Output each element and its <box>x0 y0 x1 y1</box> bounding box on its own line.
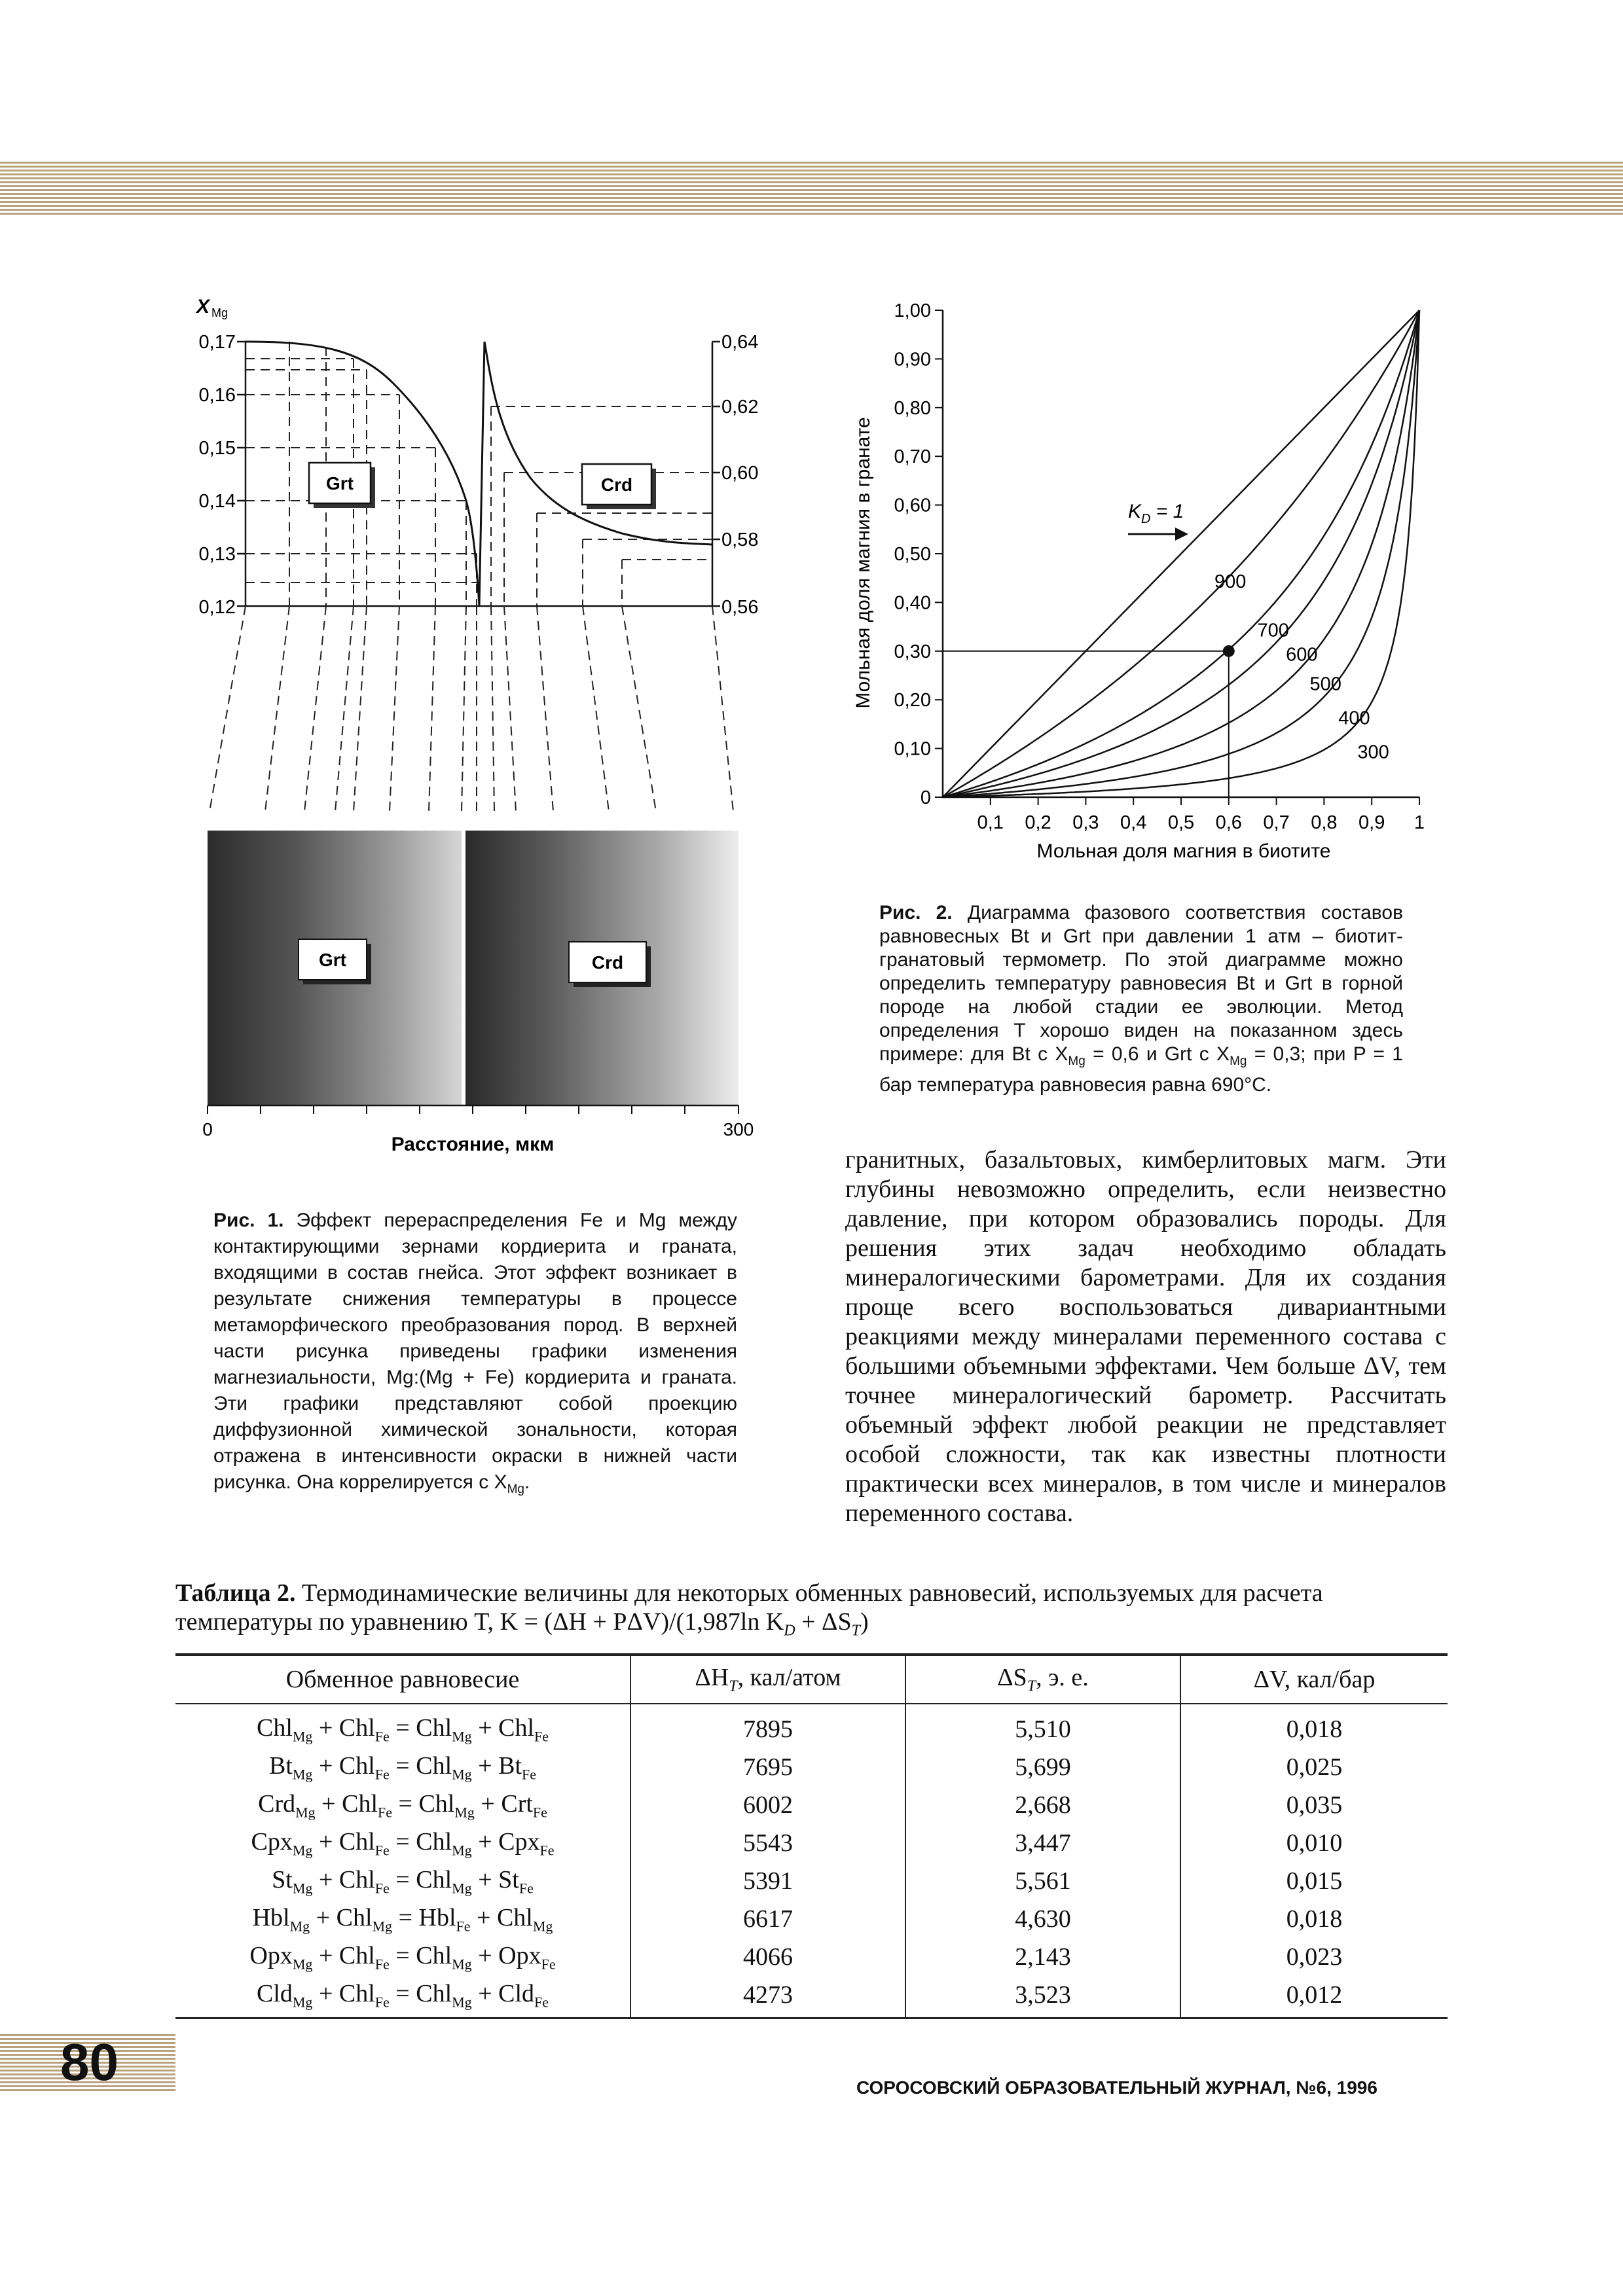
fig1-left-ticks <box>199 332 236 618</box>
y-tick-label: 0,80 <box>894 397 931 419</box>
fig1-caption-end: . <box>524 1471 530 1493</box>
chart2-x-label: Мольная доля магния в биотите <box>1036 840 1331 862</box>
cell-equilibrium: Chl$_{Mg}$ + Chl$_{Fe}$ = Chl$_{Mg}$ + Chl$_{Fe}$ <box>256 1713 549 1745</box>
page-number: 80 <box>60 2033 119 2091</box>
fig1-y-label: X <box>196 296 210 317</box>
cell-ds: 4,630 <box>905 1900 1180 1938</box>
fig1-caption-label: Рис. 1. <box>213 1210 284 1231</box>
tick-label: 0,13 <box>198 544 236 565</box>
header-dh: $\Delta H_T$, кал/атом <box>630 1655 905 1704</box>
table-title-text: Термодинамические величины для некоторых обменных равновесий, используемых для расчета температуры по уравнению T, K = (ΔH + PΔV)/(1,987ln K <box>175 1579 1323 1636</box>
x-tick-label: 0,3 <box>1072 812 1099 833</box>
cell-dv: 0,010 <box>1180 1824 1448 1862</box>
cell-ds: 5,510 <box>905 1704 1180 1748</box>
x-tick-label: 0,8 <box>1311 812 1338 833</box>
chart2-kd-label <box>1128 501 1188 541</box>
header-dv: ΔV, кал/бар <box>1180 1655 1448 1704</box>
table-row <box>175 1786 1448 1824</box>
fig2-caption-sub-2: Mg <box>1230 1054 1247 1068</box>
fig1-x-start: 0 <box>202 1119 213 1139</box>
fig2-caption-text-3: = 0,3; при P = 1 бар температура равновесия равна 690°С. <box>879 1043 1403 1096</box>
fig1-y-label-sub: Mg <box>211 306 228 319</box>
table-header-row <box>175 1655 1448 1704</box>
header-stripe <box>0 162 1623 217</box>
table-title-end: ) <box>860 1608 869 1636</box>
tick-label: 0,62 <box>721 397 759 418</box>
y-tick-label: 0 <box>920 787 931 808</box>
fig2-caption <box>879 901 1403 1097</box>
fig1-x-label: Расстояние, мкм <box>391 1134 555 1155</box>
y-tick-label: 0,50 <box>894 544 931 565</box>
fig1-crd-label-band <box>569 942 651 987</box>
tick-label: 0,56 <box>721 597 759 618</box>
tick-label: 0,14 <box>198 491 236 512</box>
fig1-crd-label-top <box>582 464 656 509</box>
fig2-caption-text-2: = 0,6 и Grt с X <box>1085 1043 1230 1065</box>
cell-dh: 5391 <box>630 1862 905 1900</box>
fig2-caption-text-1: Диаграмма фазового соответствия составов равновесных Bt и Grt при давлении 1 атм – биотит-гранатовый термометр. По этой диаграмме можно определить температуру равновесия Bt и Grt в горной породе на любой стадии ее эволюции. Метод определения T хорошо виден на показанном здесь примере: для Bt с X <box>879 902 1404 1065</box>
cell-equilibrium: $Bt_{Mg} + Chl_{Fe} = Chl_{Mg} + Bt_{Fe}$ <box>268 1751 537 1783</box>
table-title-sub-d: D <box>784 1622 795 1640</box>
tick-label: 0,17 <box>198 332 236 353</box>
cell-dh: 7895 <box>630 1704 905 1748</box>
thermo-table <box>175 1653 1448 2019</box>
cell-dv: 0,023 <box>1180 1938 1448 1976</box>
header-ds: $\Delta S_T$, э. е. <box>905 1655 1180 1704</box>
y-tick-label: 0,20 <box>894 690 931 711</box>
fig1-caption <box>213 1208 737 1503</box>
fig2-caption-label: Рис. 2. <box>879 902 953 924</box>
chart2-curve-label: 300 <box>1357 742 1389 763</box>
tick-label: 0,60 <box>721 463 759 484</box>
cell-ds: 2,143 <box>905 1938 1180 1976</box>
cell-ds: 5,699 <box>905 1748 1180 1786</box>
cell-dh: 6002 <box>630 1786 905 1824</box>
fig2-caption-sub-1: Mg <box>1068 1054 1085 1068</box>
chart2-curve-label: 900 <box>1214 571 1247 593</box>
cell-dv: 0,025 <box>1180 1748 1448 1786</box>
y-tick-label: 0,30 <box>894 641 931 662</box>
x-tick-label: 0,1 <box>977 812 1004 833</box>
tick-label: 0,16 <box>198 385 236 406</box>
table-title-mid: + ΔS <box>795 1608 852 1636</box>
cell-dv: 0,015 <box>1180 1862 1448 1900</box>
svg-text:Grt: Grt <box>319 950 346 970</box>
tick-label: 0,58 <box>721 529 759 550</box>
table-row <box>175 1704 1448 1748</box>
table-title <box>175 1579 1448 1645</box>
table-row <box>175 1862 1448 1900</box>
y-tick-label: 1,00 <box>894 300 931 321</box>
chart2-curve-label: 400 <box>1338 708 1370 729</box>
x-tick-label: 1 <box>1413 812 1425 833</box>
cell-ds: 2,668 <box>905 1786 1180 1824</box>
table-row <box>175 1824 1448 1862</box>
y-tick-label: 0,70 <box>894 446 931 468</box>
cell-dh: 7695 <box>630 1748 905 1786</box>
cell-equilibrium: Cld$_{Mg}$ + Chl$_{Fe}$ = Chl$_{Mg}$ + Cld$_{Fe}$ <box>175 1976 630 2018</box>
table-row <box>175 1976 1448 2018</box>
fig1-grt-label-top <box>309 463 375 508</box>
cell-ds: 3,447 <box>905 1824 1180 1862</box>
table-row <box>175 1748 1448 1786</box>
svg-text:Crd: Crd <box>591 952 624 973</box>
chart2-y-label: Мольная доля магния в гранате <box>852 417 874 709</box>
cell-dv: 0,018 <box>1180 1900 1448 1938</box>
figure-2-chart <box>845 288 1467 877</box>
cell-ds: 3,523 <box>905 1976 1180 2018</box>
chart2-curve-label: 700 <box>1257 620 1289 641</box>
table-row <box>175 1900 1448 1938</box>
svg-text:Grt: Grt <box>326 473 354 493</box>
x-tick-label: 0,9 <box>1359 812 1385 833</box>
chart2-curve-label: 500 <box>1309 673 1341 695</box>
cell-ds: 5,561 <box>905 1862 1180 1900</box>
table-row <box>175 1938 1448 1976</box>
cell-dv: 0,035 <box>1180 1786 1448 1824</box>
journal-footer: СОРОСОВСКИЙ ОБРАЗОВАТЕЛЬНЫЙ ЖУРНАЛ, №6, 1996 <box>856 2077 1377 2098</box>
cell-equilibrium: Cpx$_{Mg}$ + Chl$_{Fe}$ = Chl$_{Mg}$ + Cpx$_{Fe}$ <box>251 1827 555 1859</box>
figure-1 <box>164 288 773 1158</box>
cell-equilibrium: Opx$_{Mg}$ + Chl$_{Fe}$ = Chl$_{Mg}$ + Opx$_{Fe}$ <box>249 1941 556 1973</box>
chart2-curve-label: 600 <box>1286 644 1318 666</box>
fig1-grt-label-band <box>299 939 371 984</box>
tick-label: 0,64 <box>721 332 759 353</box>
cell-dh: 4273 <box>630 1976 905 2018</box>
x-tick-label: 0,2 <box>1025 812 1051 833</box>
fig1-x-end: 300 <box>723 1119 754 1139</box>
cell-dh: 5543 <box>630 1824 905 1862</box>
header-equilibrium: Обменное равновесие <box>175 1655 630 1704</box>
x-tick-label: 0,5 <box>1167 812 1195 833</box>
body-paragraph: гранитных, базальтовых, кимберлитовых магм. Эти глубины невозможно определить, если неизвестно давление, при котором образовались породы. Для решения этих задач необходимо обладать минералогическими барометрами. Для их создания проще всего воспользоваться дивариантными реакциями между минералами переменного состава с большими объемными эффектами. Чем больше ΔV, тем точнее минералогический барометр. Рассчитать объемный эффект любой реакции не представляет особой сложности, так как известны плотности практически всех минералов, в том числе и минералов переменного состава. <box>845 1146 1446 1527</box>
y-tick-label: 0,40 <box>894 592 931 614</box>
fig1-caption-text: Эффект перераспределения Fe и Mg между контактирующими зернами кордиерита и граната, входящими в состав гнейса. Этот эффект возникает в результате снижения температуры в процессе метаморфического преобразования пород. В верхней части рисунка приведены графики изменения магнезиальности, Mg:(Mg + Fe) кордиерита и граната. Эти графики представляют собой проекцию диффузионной химической зональности, которая отражена в интенсивности окраски в нижней части рисунка. Она коррелируется с X <box>213 1210 738 1493</box>
x-tick-label: 0,6 <box>1215 812 1242 833</box>
fig1-right-ticks <box>721 332 758 618</box>
svg-text:Crd: Crd <box>600 475 633 495</box>
x-tick-label: 0,4 <box>1120 812 1147 833</box>
tick-label: 0,12 <box>198 597 236 618</box>
y-tick-label: 0,90 <box>894 349 931 370</box>
fig1-caption-sub: Mg <box>507 1482 524 1496</box>
cell-equilibrium: $St_{Mg} + Chl_{Fe} = Chl_{Mg} + St_{Fe}$ <box>272 1865 534 1897</box>
y-tick-label: 0,60 <box>894 495 931 516</box>
x-tick-label: 0,7 <box>1263 812 1290 833</box>
y-tick-label: 0,10 <box>894 738 931 760</box>
cell-dh: 4066 <box>630 1938 905 1976</box>
cell-equilibrium: Crd$_{Mg}$ + Chl$_{Fe}$ = Chl$_{Mg}$ + Crt$_{Fe}$ <box>258 1789 547 1821</box>
cell-dh: 6617 <box>630 1900 905 1938</box>
svg-text:KD = 1: $K_D = 1$ <box>1128 501 1184 526</box>
table-title-label: Таблица 2. <box>175 1579 296 1607</box>
chart2-example-point <box>1223 645 1235 657</box>
cell-dv: 0,018 <box>1180 1704 1448 1748</box>
tick-label: 0,15 <box>198 438 236 459</box>
cell-equilibrium: Hbl$_{Mg}$ + Chl$_{Mg}$ = Hbl$_{Fe}$ + Chl$_{Mg}$ <box>252 1903 553 1935</box>
table-title-sub-t: T <box>851 1622 860 1640</box>
cell-dv: 0,012 <box>1180 1976 1448 2018</box>
